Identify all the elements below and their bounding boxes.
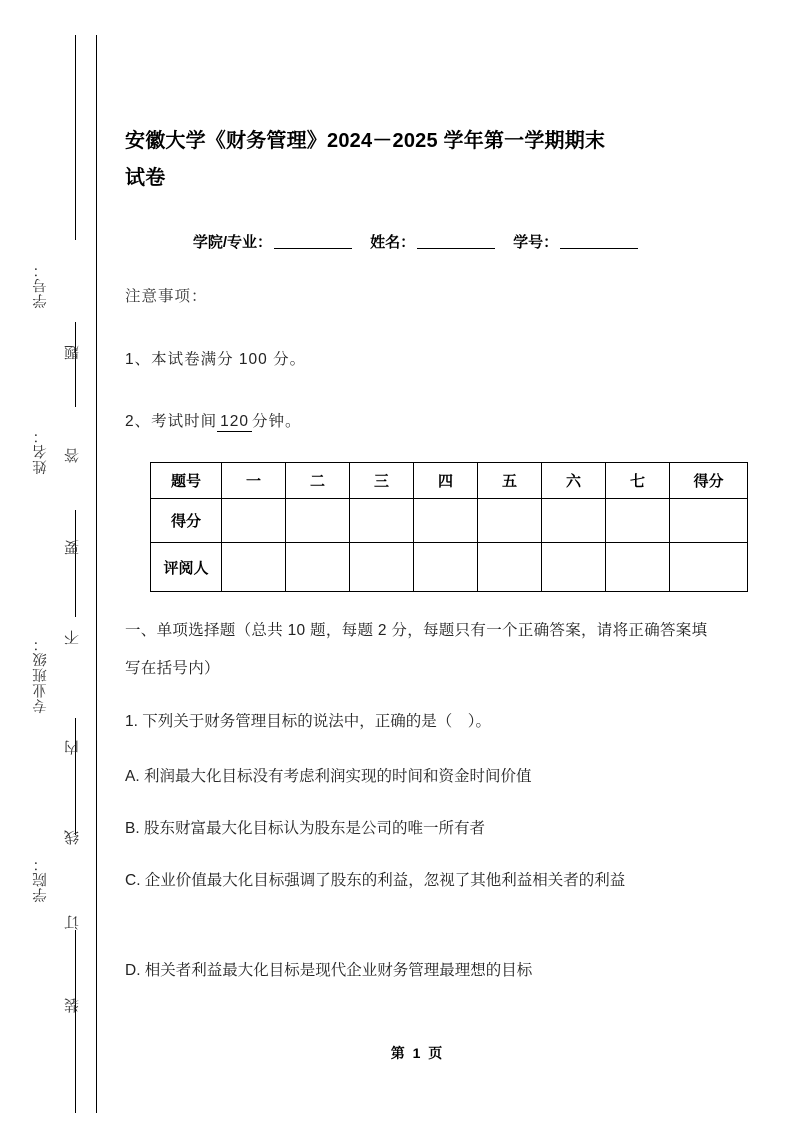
score-table-row-label: 评阅人 <box>151 543 222 592</box>
score-table-input-cell[interactable] <box>286 543 350 592</box>
score-table-input-cell[interactable] <box>606 543 670 592</box>
score-table-input-cell[interactable] <box>350 499 414 543</box>
score-table-header-cell: 四 <box>414 463 478 499</box>
question-1-stem: 1. 下列关于财务管理目标的说法中，正确的是（ ）。 <box>125 713 491 730</box>
sidebar-vertical-rule <box>96 35 97 1113</box>
score-table-input-cell[interactable] <box>414 543 478 592</box>
score-table-input-cell[interactable] <box>222 499 286 543</box>
binding-line-notice-column <box>62 0 92 1122</box>
sidebar-field-label-2: 姓名： <box>33 428 49 475</box>
student-id-label: 学号： <box>513 234 559 251</box>
table-row <box>151 499 748 543</box>
binding-sidebar <box>0 0 100 1122</box>
question-1-option-a: A. 利润最大化目标没有考虑利润实现的时间和资金时间价值 <box>125 768 532 785</box>
table-row <box>151 463 748 499</box>
binding-notice-char-4: 不 <box>64 630 81 645</box>
score-table-header-cell: 七 <box>606 463 670 499</box>
exam-title-line-2: 试卷 <box>125 167 166 189</box>
score-table-input-cell[interactable] <box>478 499 542 543</box>
binding-notice-char-5: 内 <box>64 740 81 755</box>
score-table-header-cell: 题号 <box>151 463 222 499</box>
score-table-header-cell: 六 <box>542 463 606 499</box>
question-1-option-b: B. 股东财富最大化目标认为股东是公司的唯一所有者 <box>125 820 485 837</box>
score-table-input-cell[interactable] <box>414 499 478 543</box>
score-table-header-cell: 五 <box>478 463 542 499</box>
student-id-field[interactable] <box>560 234 638 249</box>
score-table-input-cell[interactable] <box>350 543 414 592</box>
binding-notice-char-2: 答 <box>64 448 81 463</box>
score-table-header-cell: 二 <box>286 463 350 499</box>
score-table-input-cell[interactable] <box>542 499 606 543</box>
student-info-side-column <box>30 0 66 1122</box>
question-1-option-d: D. 相关者利益最大化目标是现代企业财务管理最理想的目标 <box>125 962 533 979</box>
score-table-input-cell[interactable] <box>670 499 748 543</box>
score-table <box>150 462 748 592</box>
sidebar-field-label-4: 学院： <box>33 856 49 903</box>
note-2-suffix: 分钟。 <box>252 413 302 430</box>
page-number-footer: 第 1 页 <box>390 1045 445 1061</box>
score-table-input-cell[interactable] <box>542 543 606 592</box>
table-row <box>151 543 748 592</box>
sidebar-field-label-1: 学号： <box>33 262 49 309</box>
college-major-label: 学院/专业： <box>192 234 273 251</box>
sidebar-field-label-3: 专业班级： <box>33 636 49 714</box>
student-info-row <box>125 231 710 252</box>
score-table-input-cell[interactable] <box>606 499 670 543</box>
score-table-header-cell: 三 <box>350 463 414 499</box>
score-table-header-cell: 一 <box>222 463 286 499</box>
binding-notice-char-7: 订 <box>64 915 81 930</box>
score-table-row-label: 得分 <box>151 499 222 543</box>
note-item-1: 1、本试卷满分 100 分。 <box>125 351 307 368</box>
exam-duration-value: 120 <box>217 413 252 432</box>
binding-notice-char-8: 装 <box>64 998 81 1013</box>
binding-notice-char-6: 线 <box>64 830 81 845</box>
score-table-input-cell[interactable] <box>478 543 542 592</box>
section-heading-single-choice: 一、单项选择题（总共 10 题，每题 2 分，每题只有一个正确答案，请将正确答案填写在括号内） <box>125 622 708 677</box>
score-table-header-cell: 得分 <box>670 463 748 499</box>
exam-page-body <box>125 0 724 1122</box>
score-table-input-cell[interactable] <box>222 543 286 592</box>
note-item-2 <box>125 409 302 432</box>
binding-notice-char-1: 题 <box>64 345 81 360</box>
score-table-input-cell[interactable] <box>670 543 748 592</box>
binding-notice-char-3: 要 <box>64 540 81 555</box>
name-label: 姓名： <box>370 234 416 251</box>
college-major-field[interactable] <box>274 234 352 249</box>
page-title <box>125 123 710 197</box>
note-2-prefix: 2、考试时间 <box>125 413 218 430</box>
exam-title-line-1: 安徽大学《财务管理》2024－2025 学年第一学期期末 <box>125 130 606 152</box>
name-field[interactable] <box>417 234 495 249</box>
notes-heading: 注意事项： <box>125 288 208 305</box>
question-1-option-c: C. 企业价值最大化目标强调了股东的利益，忽视了其他利益相关者的利益 <box>125 872 626 889</box>
score-table-input-cell[interactable] <box>286 499 350 543</box>
